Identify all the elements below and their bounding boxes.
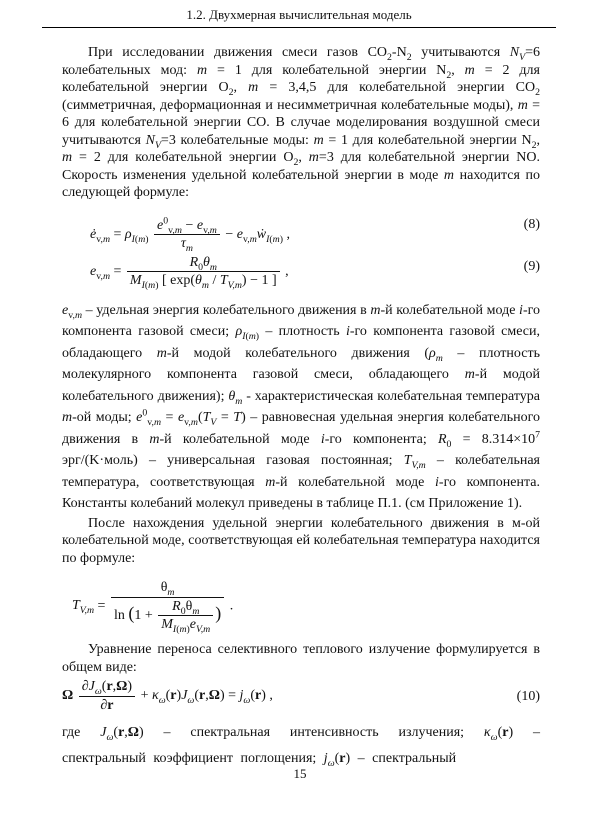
paragraph-2: $e_{v,m}$ – удельная энергия колебательного движения в m-й колебательной моде i-го компонента газовой смеси; $\rho_{I(m)}$ – плотность i-го компонента газовой смеси, обладающего m-й модой колебательного движения ($\rho_m$ – плотность молекулярного компонента газовой смеси, обладающего m-й модой колебательного движения); $\theta_m$ - характеристическая колебательная температура m-ой моды; $e^0_{v,m} = e_{v,m}(T_V = T)$ – равновесная удельная энергия колебательного движения в m-й колебательной моде i-го компонента; $R_0 = 8.314\times 10^7$ эрг/(K·моль) – универсальная газовая постоянная; $T_{V,m}$ – колебательная температура, соответствующая m-й колебательной моде i-го компонента. Константы колебаний молекул приведены в таблице П.1. (см Приложение 1). bbox=[62, 302, 541, 511]
running-header: 1.2. Двухмерная вычислительная модель bbox=[42, 0, 556, 28]
paragraph-1: При исследовании движения смеси газов $CO_2-N_2$ учитываются $N_V=6$ колебательных мод: m = 1 для колебательной энергии $N_2$, m = 2 для колебательной энергии $O_2$, m = 3,4,5 для колебательной энергии $CO_2$ (симметричная, деформационная и несимметричная колебательные моды), m = 6 для колебательной энергии CO. В случае моделирования воздушной смеси учитываются $N_V=3$ колебательные моды: m = 1 для колебательной энергии $N_2$, m = 2 для колебательной энергии $O_2$, m=3 для колебательной энергии NO. Скорость изменения удельной колебательной энергии в моде m находится по следующей формуле: bbox=[62, 45, 541, 200]
equation-temperature: $T_{V,m}$ = $\theta_m$ ln (1 + $\frac{R_0\theta_m}{M_{I(m)}e_{V,m}}$ ) . bbox=[72, 580, 234, 635]
equation-8: $ė_{v,m} = \rho_{I(m)}$ $\frac{e^0_{v,m} - e_{v,m}}{\tau_m}$ − $e_{v,m}ẇ_{I(m)}$ , (8) bbox=[90, 214, 540, 254]
equation-9: $e_{v,m}$ = $\frac{R_0\theta_m}{M_{I(m)} [ \exp(\theta_m / T_{V,m}) - 1 ]}$ , (9) bbox=[90, 254, 540, 291]
equation-number: (10) bbox=[516, 689, 540, 704]
equation-10: Ω $\frac{\partial J_\omega(r,\Omega)}{\partial r}$ + $\kappa_\omega(r)J_\omega(r,\Omega) = j_\omega(r)$ , (10) bbox=[62, 679, 540, 713]
page-number: 15 bbox=[293, 766, 307, 781]
paragraph-3: После нахождения удельной энергии колебательного движения в м-ой колебательной моде, соответствующая ей колебательная температура находится по формуле: bbox=[62, 515, 540, 566]
page-body bbox=[62, 44, 540, 772]
equation-number: (8) bbox=[523, 216, 540, 232]
paragraph-5: где $J_\omega(r,\Omega)$ – спектральная интенсивность излучения; $\kappa_\omega(r)$ – спектральный коэффициент поглощения; $j_\omega(r)$ – спектральный bbox=[62, 725, 540, 769]
paragraph-4: Уравнение переноса селективного теплового излучение формулируется в общем виде: bbox=[62, 642, 540, 675]
equation-number: (9) bbox=[523, 258, 540, 274]
